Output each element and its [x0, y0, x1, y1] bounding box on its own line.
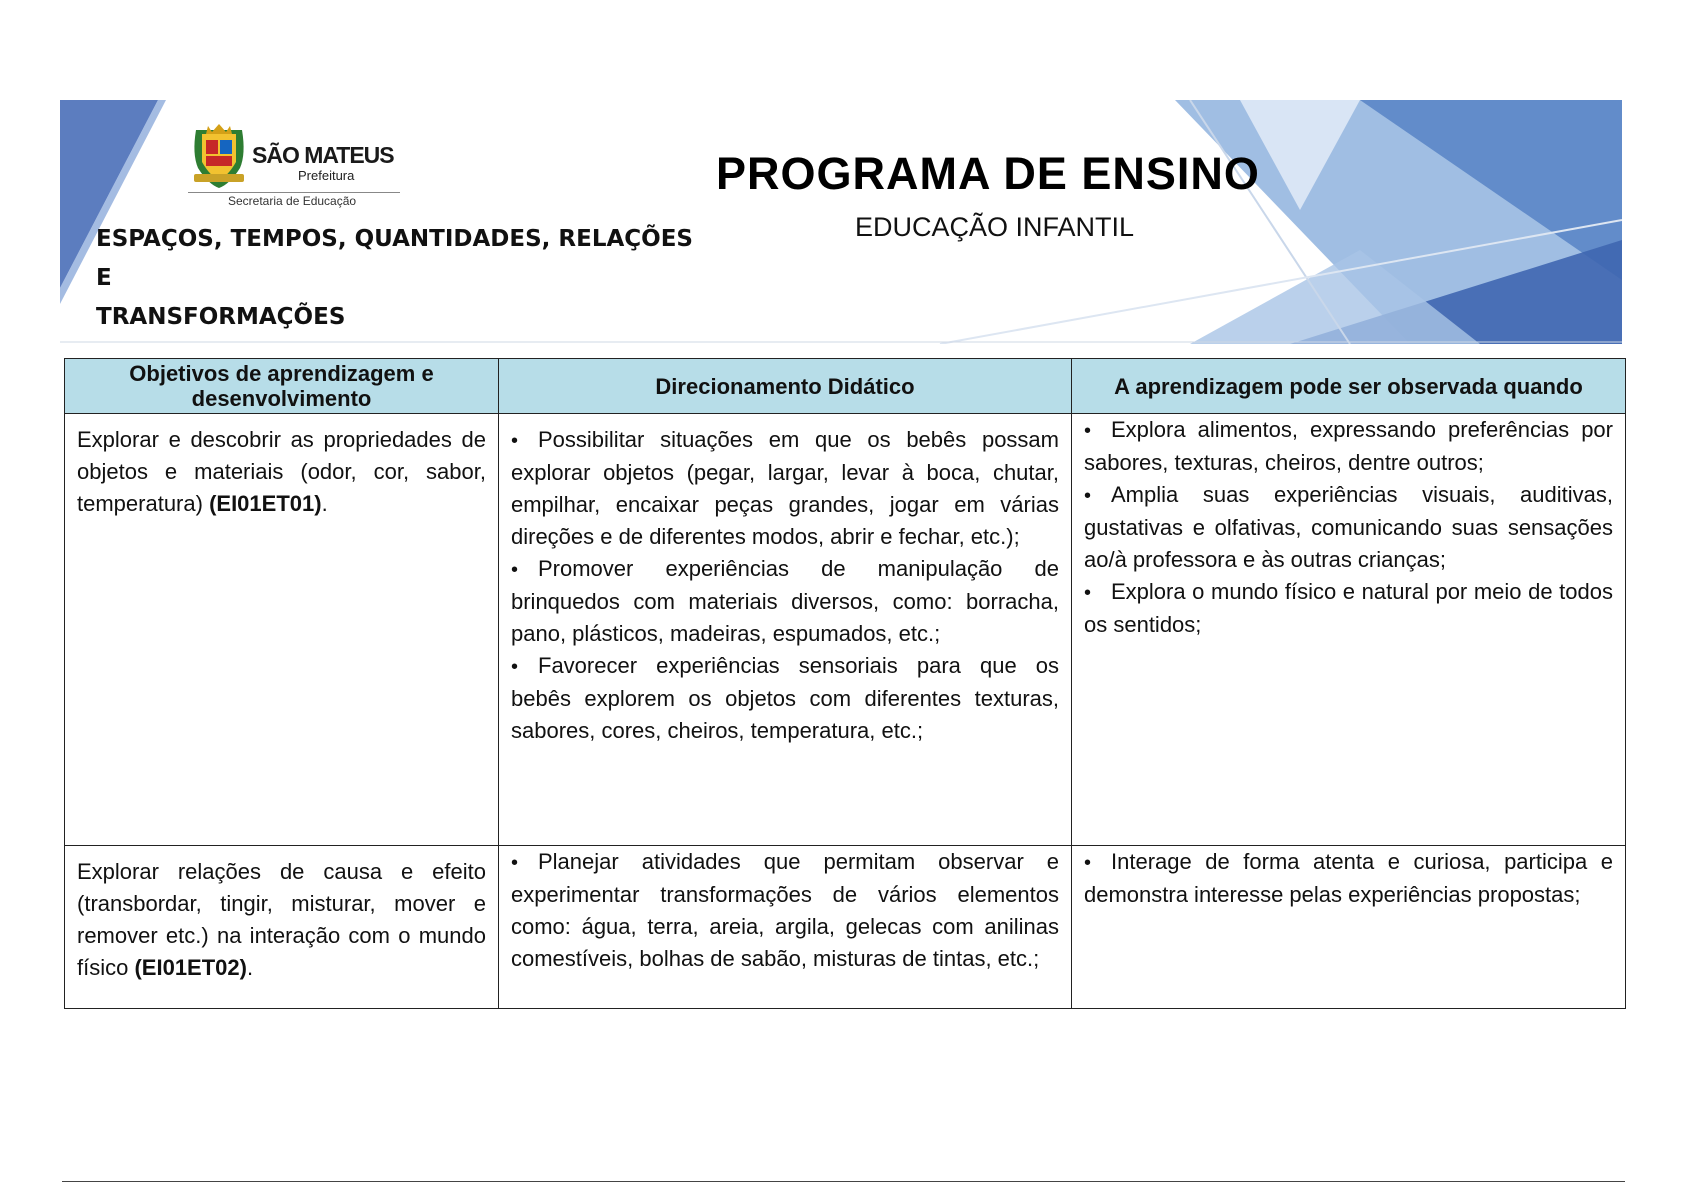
bullet-icon: •: [1084, 485, 1092, 507]
objective-cell: [65, 846, 499, 1009]
bullet-icon: •: [511, 559, 519, 581]
list-item: [511, 424, 1059, 553]
area-title: [96, 220, 716, 344]
area-title-line-2: TRANSFORMAÇÕES: [96, 304, 346, 330]
bullet-icon: •: [511, 430, 519, 452]
didactic-list: [511, 846, 1059, 975]
objective-end: .: [246, 955, 254, 980]
list-item: [511, 553, 1059, 650]
list-item-text: Amplia suas experiências visuais, auditivas, gustativas e olfativas, comunicando suas sensações ao/à professora e às outras crianças;: [1084, 482, 1613, 572]
sao-mateus-logo: [188, 122, 400, 208]
objective-text: Explorar e descobrir as propriedades de objetos e materiais (odor, cor, sabor, temperatura): [77, 427, 486, 516]
didactic-cell: [499, 846, 1072, 1009]
observed-cell: [1072, 846, 1626, 1009]
list-item-text: Favorecer experiências sensoriais para que os bebês explorem os objetos com diferentes texturas, sabores, cores, cheiros, temperatura, etc.;: [511, 653, 1059, 743]
list-item-text: Explora o mundo físico e natural por meio de todos os sentidos;: [1084, 579, 1613, 637]
bullet-icon: •: [1084, 420, 1092, 442]
list-item: [1084, 576, 1613, 641]
program-subtitle: EDUCAÇÃO INFANTIL: [855, 212, 1135, 242]
list-item-text: Promover experiências de manipulação de brinquedos com materiais diversos, como: borracha, pano, plásticos, madeiras, espumados, etc.;: [511, 556, 1059, 646]
list-item: [511, 846, 1059, 975]
logo-subtitle: Prefeitura: [298, 168, 355, 183]
list-item: [1084, 414, 1613, 479]
observed-list: [1084, 846, 1613, 911]
objective-code: (EI01ET01): [209, 491, 322, 516]
observed-cell: [1072, 414, 1626, 846]
logo-city-name: SÃO MATEUS: [252, 142, 394, 168]
list-item-text: Planejar atividades que permitam observar e experimentar transformações de vários elementos como: água, terra, areia, argila, gelecas com anilinas comestíveis, bolhas de sabão, misturas de tintas, etc.;: [511, 849, 1059, 971]
header-objectives: Objetivos de aprendizagem e desenvolvimento: [65, 359, 499, 414]
document-header: [60, 100, 1622, 344]
didactic-cell: [499, 414, 1072, 846]
observed-list: [1084, 414, 1613, 641]
list-item: [511, 650, 1059, 747]
objective-code: (EI01ET02): [134, 955, 247, 980]
list-item-text: Possibilitar situações em que os bebês possam explorar objetos (pegar, largar, levar à boca, chutar, empilhar, encaixar peças grandes, jogar em várias direções e de diferentes modos, abrir e fechar, etc.);: [511, 427, 1059, 549]
bullet-icon: •: [1084, 852, 1092, 874]
footer-divider: [62, 1181, 1625, 1182]
table-row: [65, 414, 1626, 846]
age-group: [96, 337, 716, 344]
area-title-line-1: ESPAÇOS, TEMPOS, QUANTIDADES, RELAÇÕES E: [96, 226, 693, 291]
objective-cell: [65, 414, 499, 846]
logo-divider: [188, 192, 400, 193]
objective-end: .: [321, 491, 328, 516]
table-header-row: [65, 359, 1626, 414]
didactic-list: [511, 424, 1059, 747]
table-row: [65, 846, 1626, 1009]
bullet-icon: •: [511, 656, 519, 678]
learning-objectives-table: [64, 358, 1626, 1009]
program-title: PROGRAMA DE ENSINO: [716, 148, 1260, 199]
list-item-text: Interage de forma atenta e curiosa, participa e demonstra interesse pelas experiências propostas;: [1084, 849, 1613, 907]
list-item: [1084, 846, 1613, 911]
bullet-icon: •: [511, 852, 519, 874]
logo-department: Secretaria de Educação: [228, 194, 357, 208]
city-crest-icon: [188, 124, 250, 190]
objective-text: Explorar relações de causa e efeito (transbordar, tingir, misturar, mover e remover etc.) na interação com o mundo físico: [77, 859, 486, 980]
header-observed: A aprendizagem pode ser observada quando: [1072, 359, 1626, 414]
bullet-icon: •: [1084, 582, 1092, 604]
header-didactic: Direcionamento Didático: [499, 359, 1072, 414]
list-item: [1084, 479, 1613, 576]
list-item-text: Explora alimentos, expressando preferências por sabores, texturas, cheiros, dentre outros;: [1084, 417, 1613, 475]
